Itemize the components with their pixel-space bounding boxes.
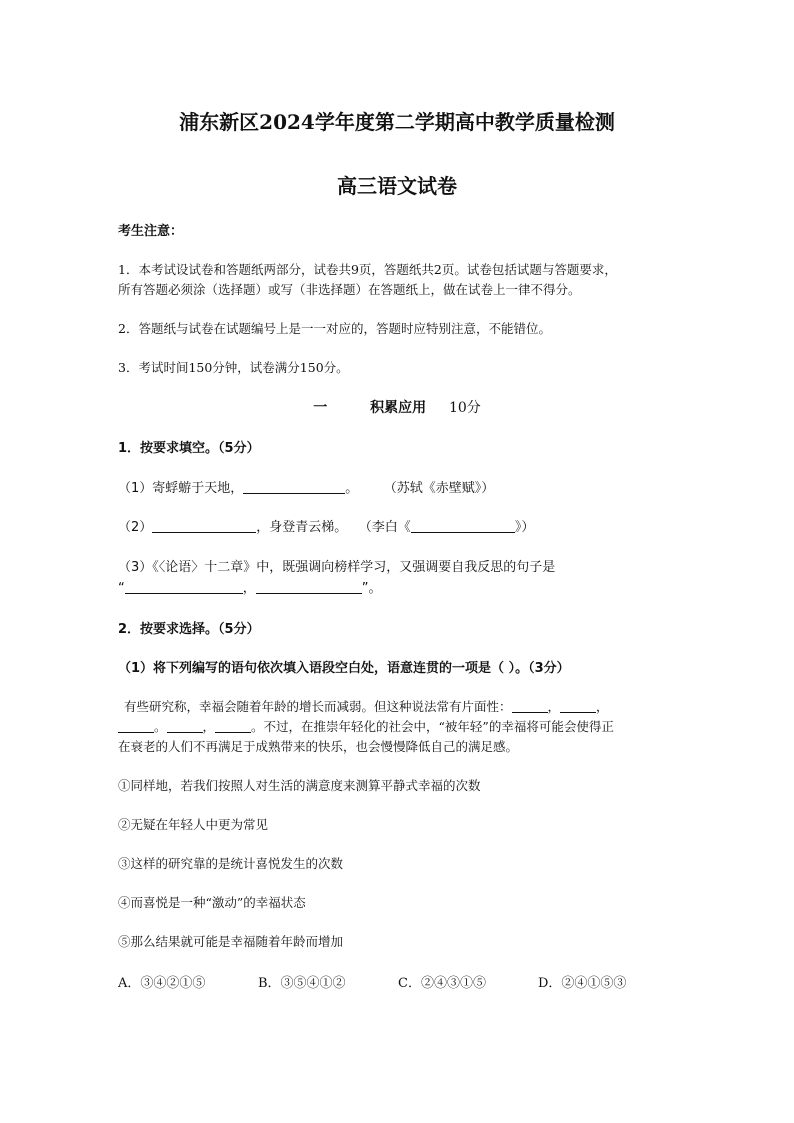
q1-part-3-line-2 [118,577,382,596]
answer-blank [560,700,596,713]
passage-text: 有些研究称，幸福会随着年龄的增长而减弱。但这种说法常有片面性： [124,699,512,714]
q1-part-1-source: （苏轼《赤壁赋》） [390,481,495,496]
q2-heading: 2．按要求选择。（5分） [118,622,260,637]
section-name: 积累应用 [370,400,427,416]
notice-item-1-line-1: 1．本考试设试卷和答题纸两部分，试卷共9页，答题纸共2页。试卷包括试题与答题要求， [118,262,617,277]
passage-line-1 [124,697,609,715]
exam-subtitle: 高三语文试卷 [337,174,457,198]
option-2: ②无疑在年轻人中更为常见 [118,817,269,832]
q1-part-1 [118,477,494,496]
q1-part-3-close: ”。 [361,581,382,596]
answer-blank [118,720,154,733]
q1-part-3-comma: ， [242,581,256,596]
q1-heading: 1．按要求填空。（5分） [118,441,260,456]
passage-line-3: 在衰老的人们不再满足于成熟带来的快乐，也会慢慢降低自己的满足感。 [118,739,519,754]
option-4: ④而喜悦是一种“激动”的幸福状态 [118,895,306,910]
notice-item-2: 2．答题纸与试卷在试题编号上是一一对应的，答题时应特别注意，不能错位。 [118,321,551,336]
choice-b: B．③⑤④①② [258,976,346,991]
passage-punct: ， [547,699,561,714]
option-1: ①同样地，若我们按照人对生活的满意度来测算平静式幸福的次数 [118,778,481,793]
answer-blank [243,481,345,494]
answer-blank [411,520,515,533]
passage-punct: ， [596,699,609,714]
answer-blank [167,720,203,733]
answer-blank [512,700,548,713]
section-number: 一 [313,400,328,416]
q1-part-2-text: ，身登青云梯。 [256,520,348,535]
q1-part-3-line-1: （3）《〈论语〉十二章》中，既强调向榜样学习，又强调要自我反思的句子是 [118,560,556,575]
option-3: ③这样的研究靠的是统计喜悦发生的次数 [118,856,344,871]
q1-part-1-text: （1）寄蜉蝣于天地， [118,481,244,496]
q1-part-2-source-close: 》） [514,520,535,535]
choice-a: A．③④②①⑤ [118,976,206,991]
passage-punct: 。 [154,719,167,734]
answer-blank [256,581,362,594]
q1-part-2 [118,516,534,535]
passage-punct: ， [202,719,216,734]
exam-title: 浦东新区2024学年度第二学期高中教学质量检测 [179,110,615,134]
notice-item-3: 3．考试时间150分钟，试卷满分150分。 [118,360,349,375]
section-score: 10分 [448,400,481,416]
q1-part-1-end: 。 [345,481,359,496]
option-5: ⑤那么结果就可能是幸福随着年龄而增加 [118,934,344,949]
notice-heading: 考生注意： [118,224,184,239]
passage-text: 。不过，在推崇年轻化的社会中，“被年轻”的幸福将可能会使得正 [251,719,614,734]
choice-d: D．②④①⑤③ [538,976,627,991]
choice-c: C．②④③①⑤ [398,976,486,991]
q1-part-3-open-quote: “ [118,581,125,596]
q1-part-2-label: （2） [118,520,153,535]
q1-part-2-source-open: （李白《 [365,520,411,535]
answer-blank [215,720,251,733]
answer-blank [152,520,256,533]
section-heading [0,397,794,417]
passage-line-2 [118,717,614,735]
notice-item-1-line-2: 所有答题必须涂（选择题）或写（非选择题）在答题纸上，做在试卷上一律不得分。 [118,282,581,297]
q2-sub-1: （1）将下列编写的语句依次填入语段空白处，语意连贯的一项是（ ）。（3分） [118,661,570,676]
answer-blank [125,581,243,594]
